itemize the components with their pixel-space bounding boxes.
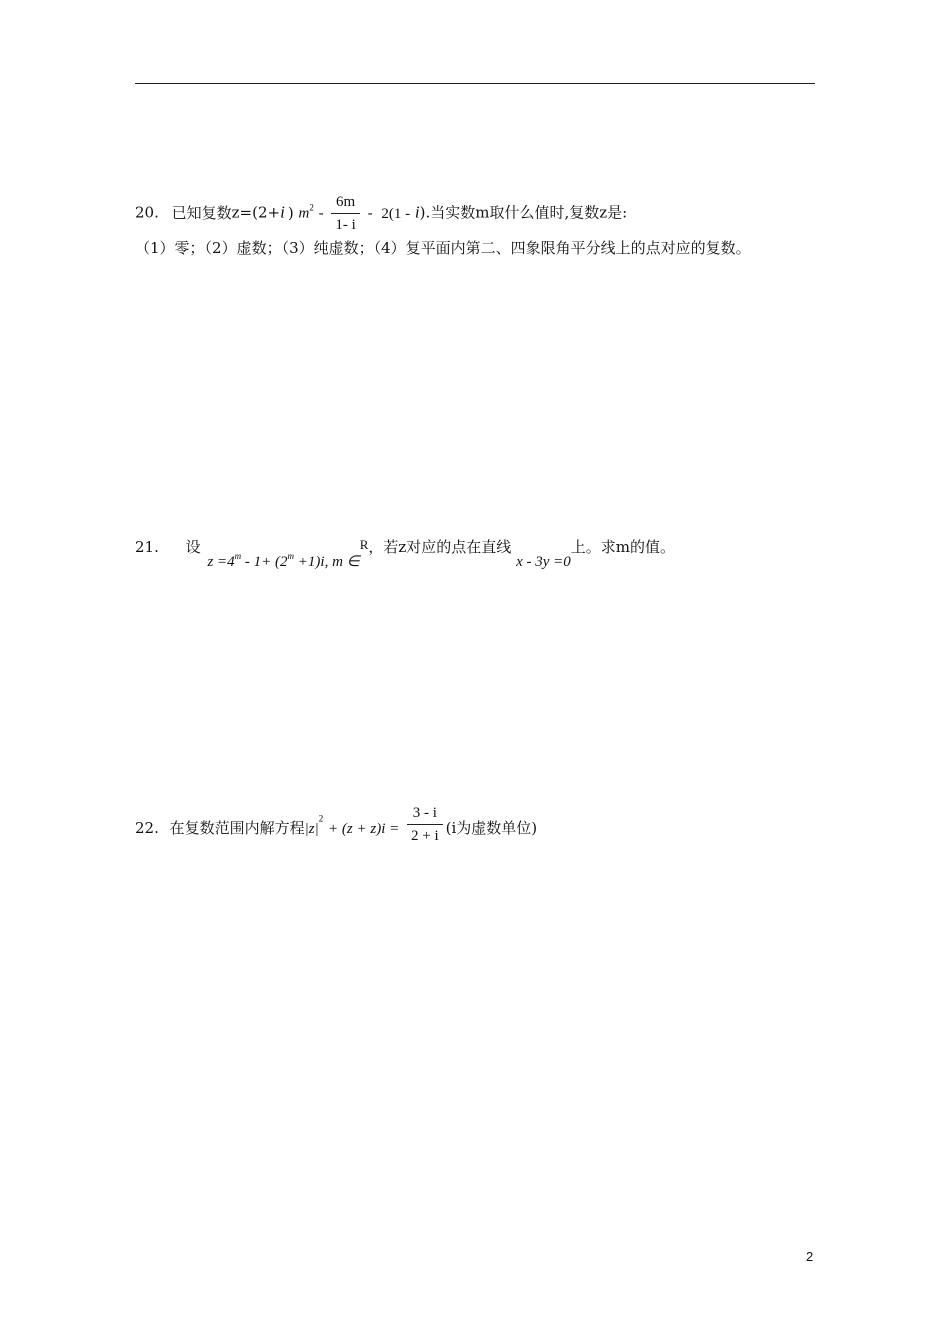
real-set-symbol: R: [359, 537, 369, 552]
fraction-denominator: 1- i: [335, 217, 356, 233]
modulus-z: |z|: [304, 820, 319, 837]
fraction-numerator: 6m: [331, 193, 359, 214]
exponent: 2: [318, 813, 324, 824]
expression: $z =4^m - 1+ (2^m +1)i$, m ∈: [207, 551, 360, 570]
question-21: [135, 536, 675, 570]
question-text: ，若z对应的点在直线: [368, 538, 512, 556]
fraction: [407, 804, 443, 845]
header-rule: [135, 83, 815, 84]
question-20-line-2: （1）零；（2）虚数；（3）纯虚数；（4）复平面内第二、四象限角平分线上的点对应的复数。: [135, 239, 751, 257]
expression: + (z + z)i =: [328, 820, 400, 837]
question-22: [135, 804, 537, 845]
expression-part: ): [287, 203, 294, 222]
fraction-numerator: 3 - i: [407, 804, 443, 825]
minus-sign: -: [367, 205, 373, 222]
question-20-line-1: [135, 193, 627, 234]
exponent: 2: [309, 202, 314, 213]
page-number: 2: [806, 1249, 814, 1264]
question-number: 22.: [135, 818, 159, 837]
question-lead: 已知复数: [171, 203, 232, 222]
fraction-denominator: 2 + i: [411, 828, 439, 844]
line-equation: x - 3y =0: [516, 554, 571, 570]
question-tail: ).当实数m取什么值时,复数z是:: [419, 203, 628, 222]
variable-m: m: [298, 205, 310, 222]
expression-part: z=(2+: [231, 203, 281, 222]
fraction: [331, 193, 359, 234]
question-lead: 设: [185, 538, 201, 556]
question-lead: 在复数范围内解方程: [169, 818, 305, 837]
imaginary-unit: i: [280, 202, 285, 222]
minus-sign: -: [318, 205, 324, 222]
question-number: 20.: [135, 203, 159, 222]
question-number: 21.: [135, 538, 159, 556]
expression-part: 2(1 -: [381, 205, 411, 222]
question-tail: 上。求m的值。: [570, 538, 675, 556]
question-tail: (i为虚数单位): [445, 818, 538, 837]
imaginary-unit: i: [414, 202, 420, 222]
